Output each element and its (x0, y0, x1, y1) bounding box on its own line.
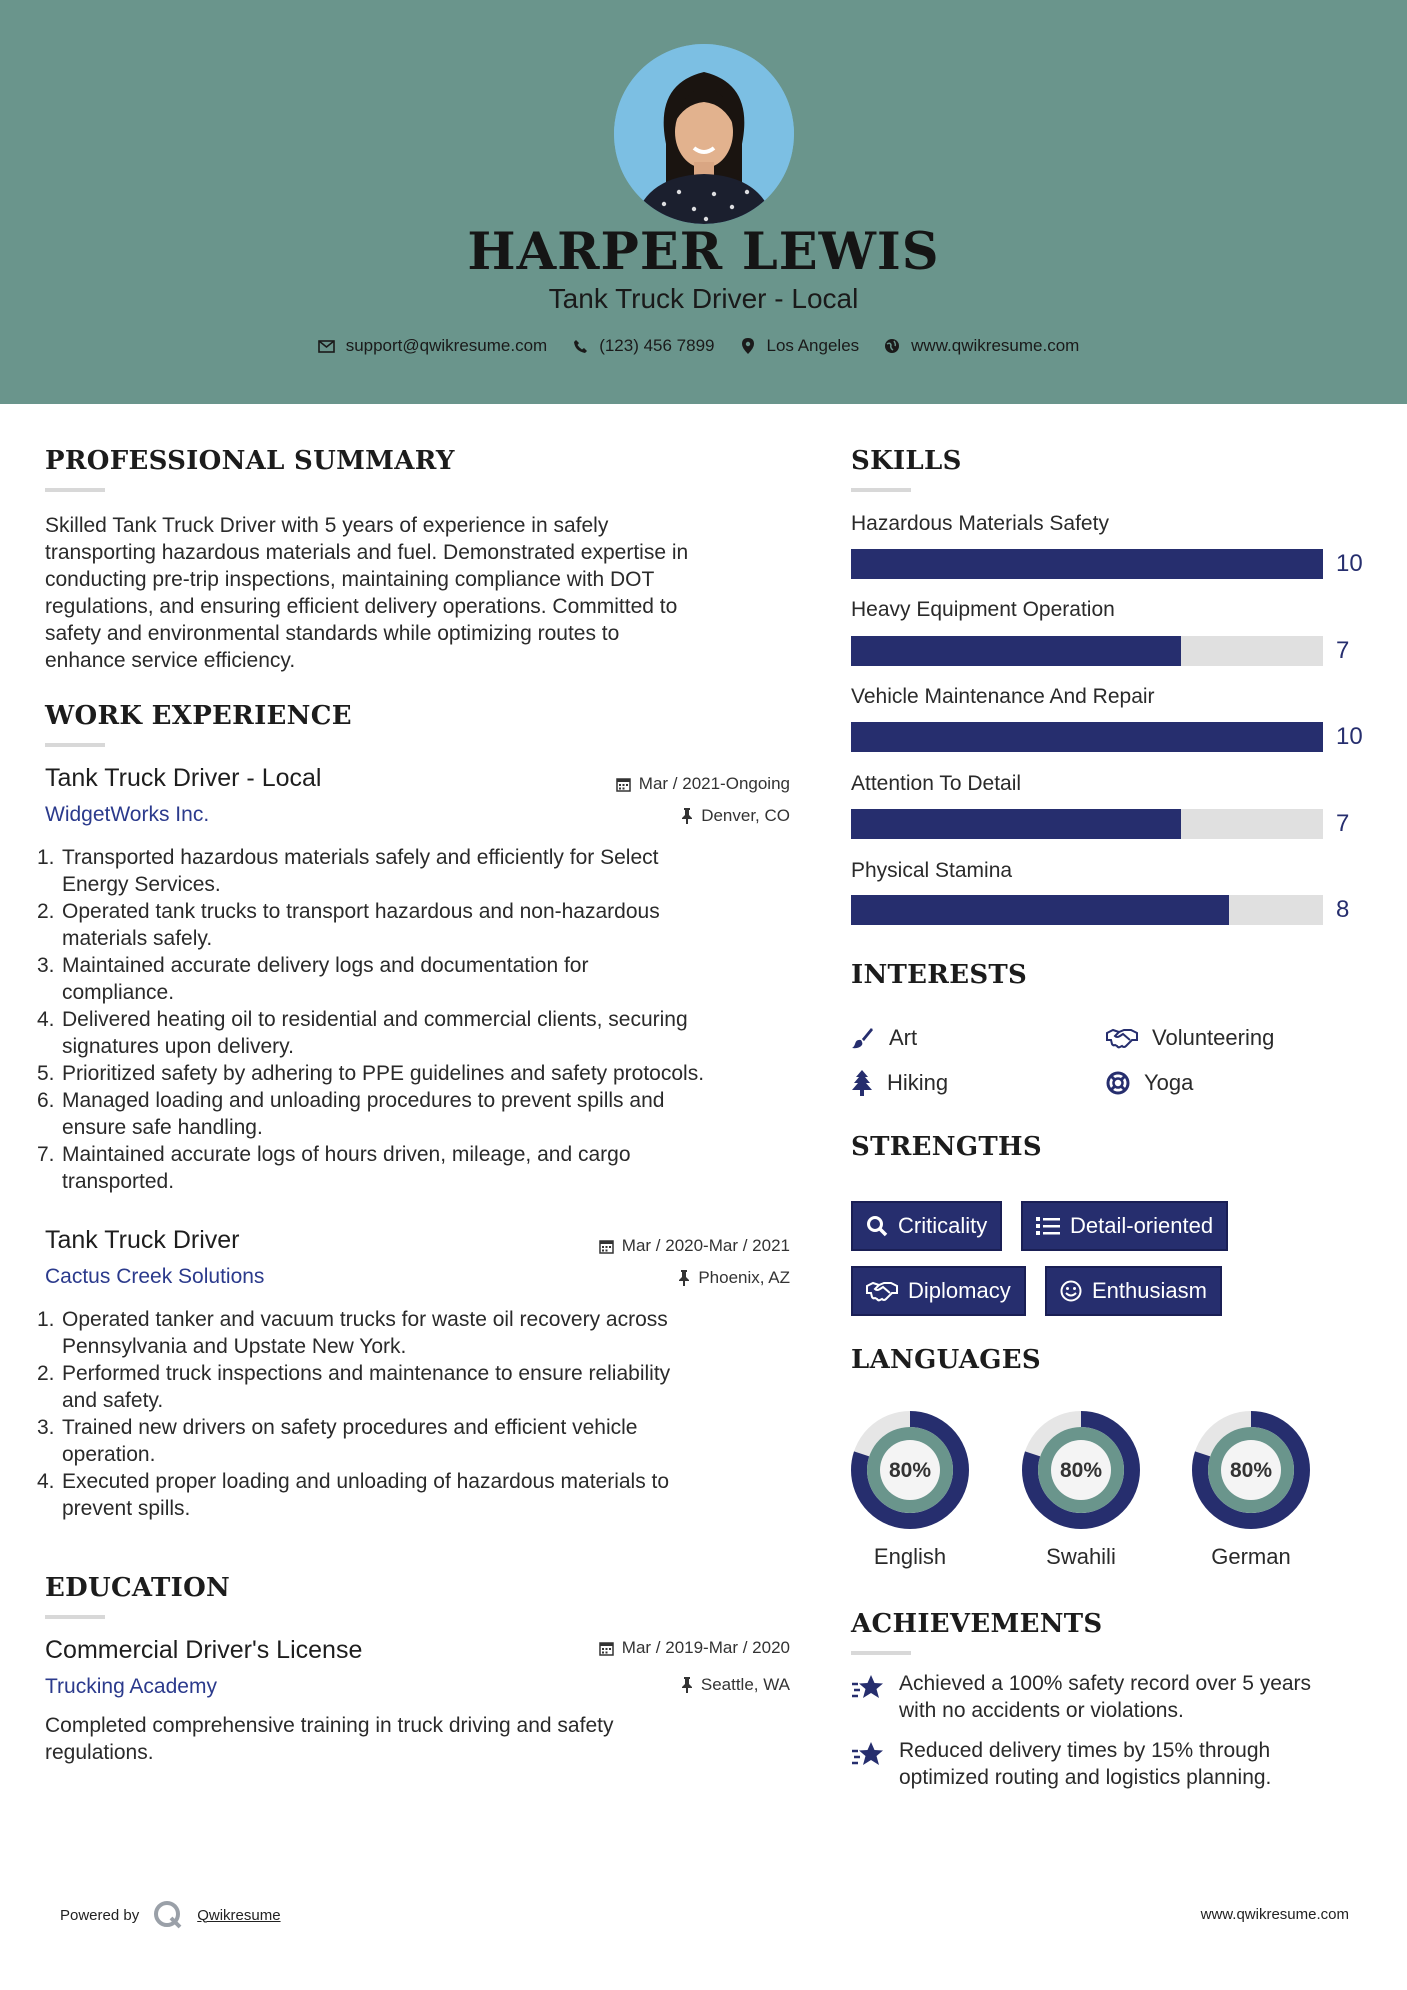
achievement-item (851, 1670, 1361, 1724)
calendar-icon (599, 1641, 614, 1656)
education-location-text: Seattle, WA (700, 1675, 790, 1694)
lifering-icon (1106, 1071, 1130, 1095)
search-icon (866, 1215, 888, 1237)
strengths-heading: STRENGTHS (851, 1132, 1042, 1162)
handshake-icon (866, 1280, 898, 1302)
interest-item (851, 1025, 917, 1051)
calendar-icon (616, 777, 631, 792)
powered-by-text: Powered by (60, 1906, 140, 1924)
footer-site[interactable]: www.qwikresume.com (1200, 1906, 1349, 1923)
interest-item (1106, 1025, 1274, 1051)
skill-value: 8 (1336, 896, 1350, 923)
email-text: support@qwikresume.com (345, 336, 548, 355)
profile-photo (614, 44, 794, 224)
language-percent: 80% (888, 1459, 932, 1482)
list-item: 4. Delivered heating oil to residential and commercial clients, securing signatures upon delivery. (37, 1008, 688, 1058)
skill-value: 7 (1336, 810, 1350, 837)
brand-link[interactable]: Qwikresume (197, 1906, 281, 1924)
skill-bar-fill (851, 722, 1323, 752)
skill-bar-fill (851, 895, 1229, 925)
skills-rule (851, 488, 911, 492)
list-item: 2. Operated tank trucks to transport hazardous and non-hazardous materials safely. (37, 900, 660, 950)
degree-title: Commercial Driver's License (45, 1636, 363, 1664)
achievements-heading: ACHIEVEMENTS (851, 1609, 1103, 1639)
pushpin-icon (681, 808, 693, 824)
location-text: Los Angeles (766, 336, 860, 355)
globe-icon (883, 337, 901, 355)
paintbrush-icon (851, 1026, 875, 1050)
job-location (681, 806, 790, 826)
candidate-role: Tank Truck Driver - Local (548, 283, 859, 314)
summary-line: regulations, and ensuring efficient delivery operations. Committed to (45, 595, 678, 618)
job-dates (616, 774, 790, 794)
interest-label: Hiking (887, 1070, 949, 1095)
strength-label: Diplomacy (908, 1278, 1011, 1303)
contact-website[interactable] (883, 336, 1079, 356)
school-name[interactable]: Trucking Academy (45, 1675, 217, 1698)
job-bullets (37, 1306, 807, 1522)
list-item: 6. Managed loading and unloading procedures to prevent spills and ensure safe handling. (37, 1089, 665, 1139)
skill-value: 10 (1336, 723, 1363, 750)
website-text: www.qwikresume.com (911, 336, 1080, 355)
strength-label: Enthusiasm (1092, 1278, 1207, 1303)
star-icon (851, 1670, 885, 1724)
job-dates-text: Mar / 2020-Mar / 2021 (621, 1236, 790, 1255)
skill-bar-track (851, 809, 1323, 839)
phone-icon (571, 337, 589, 355)
job-location (678, 1268, 790, 1288)
star-icon (851, 1737, 885, 1791)
interest-label: Yoga (1144, 1070, 1194, 1095)
list-item: 1. Transported hazardous materials safely and efficiently for Select Energy Services. (37, 846, 659, 896)
list-item: 3. Trained new drivers on safety procedures and efficient vehicle operation. (37, 1416, 638, 1466)
education-dates-text: Mar / 2019-Mar / 2020 (621, 1638, 790, 1657)
contact-bar (0, 336, 1407, 356)
language-percent: 80% (1059, 1459, 1103, 1482)
strength-tag (851, 1266, 1026, 1316)
interest-label: Volunteering (1152, 1025, 1275, 1050)
education-dates (599, 1638, 790, 1658)
languages-heading: LANGUAGES (851, 1345, 1041, 1375)
candidate-name: HARPER LEWIS (467, 222, 940, 282)
pushpin-icon (681, 1677, 693, 1693)
job-location-text: Phoenix, AZ (698, 1268, 790, 1287)
pushpin-icon (678, 1270, 690, 1286)
summary-text (45, 512, 805, 674)
summary-line: transporting hazardous materials and fuel. Demonstrated expertise in (45, 541, 689, 564)
handshake-icon (1106, 1027, 1138, 1049)
achievement-item (851, 1737, 1361, 1791)
skill-label: Attention To Detail (851, 772, 1022, 795)
skill-bar-track (851, 636, 1323, 666)
header-band (0, 0, 1407, 404)
education-line: regulations. (45, 1741, 154, 1764)
tree-icon (851, 1070, 873, 1096)
summary-heading: PROFESSIONAL SUMMARY (45, 446, 455, 476)
language-percent: 80% (1229, 1459, 1273, 1482)
interest-label: Art (889, 1025, 918, 1050)
summary-line: enhance service efficiency. (45, 649, 296, 672)
skill-label: Vehicle Maintenance And Repair (851, 685, 1155, 708)
skill-bar-track (851, 895, 1323, 925)
strength-tag (1021, 1201, 1228, 1251)
strength-label: Criticality (898, 1213, 988, 1238)
skill-bar-track (851, 722, 1323, 752)
contact-phone[interactable] (571, 336, 714, 356)
experience-rule (45, 743, 105, 747)
achievement-line: with no accidents or violations. (899, 1699, 1184, 1722)
strength-tag (1045, 1266, 1222, 1316)
smile-icon (1060, 1280, 1082, 1302)
job-title: Tank Truck Driver (45, 1226, 240, 1254)
language-label: Swahili (1046, 1544, 1116, 1569)
calendar-icon (599, 1239, 614, 1254)
education-line: Completed comprehensive training in truck driving and safety (45, 1714, 614, 1737)
achievements-rule (851, 1651, 911, 1655)
skills-heading: SKILLS (851, 446, 962, 476)
achievement-line: Reduced delivery times by 15% through (899, 1739, 1271, 1762)
experience-heading: WORK EXPERIENCE (45, 701, 352, 731)
company-name[interactable]: Cactus Creek Solutions (45, 1265, 265, 1288)
list-item: 4. Executed proper loading and unloading of hazardous materials to prevent spills. (37, 1470, 670, 1520)
strength-tag (851, 1201, 1002, 1251)
language-ring (1021, 1410, 1141, 1535)
skill-bar-fill (851, 809, 1181, 839)
list-item: 3. Maintained accurate delivery logs and documentation for compliance. (37, 954, 589, 1004)
summary-line: conducting pre-trip inspections, maintaining compliance with DOT (45, 568, 655, 591)
list-item: 5. Prioritized safety by adhering to PPE guidelines and safety protocols. (37, 1062, 705, 1085)
education-location (681, 1675, 790, 1695)
job-title: Tank Truck Driver - Local (45, 764, 322, 792)
strength-label: Detail-oriented (1070, 1213, 1214, 1238)
skill-bar-track (851, 549, 1323, 579)
language-ring (1191, 1410, 1311, 1535)
education-heading: EDUCATION (45, 1573, 231, 1603)
summary-rule (45, 488, 105, 492)
skill-label: Physical Stamina (851, 859, 1013, 882)
envelope-icon (318, 337, 336, 355)
language-ring (850, 1410, 970, 1535)
education-description (45, 1712, 805, 1766)
achievement-line: Achieved a 100% safety record over 5 years (899, 1672, 1312, 1695)
summary-line: safety and environmental standards while optimizing routes to (45, 622, 620, 645)
contact-email[interactable] (318, 336, 548, 356)
job-bullets (37, 844, 807, 1195)
skill-value: 10 (1336, 550, 1363, 577)
list-item: 7. Maintained accurate logs of hours driven, mileage, and cargo transported. (37, 1143, 631, 1193)
job-dates (599, 1236, 790, 1256)
language-label: German (1211, 1544, 1291, 1569)
list-item: 2. Performed truck inspections and maintenance to ensure reliability and safety. (37, 1362, 671, 1412)
list-icon (1036, 1216, 1060, 1236)
list-item: 1. Operated tanker and vacuum trucks for waste oil recovery across Pennsylvania and Upstate New York. (37, 1308, 668, 1358)
interest-item (1106, 1070, 1193, 1096)
language-label: English (873, 1544, 947, 1569)
interests-heading: INTERESTS (851, 960, 1028, 990)
skill-bar-fill (851, 549, 1323, 579)
qwikresume-logo-icon (153, 1900, 183, 1930)
skill-label: Heavy Equipment Operation (851, 598, 1115, 621)
interest-item (851, 1070, 948, 1096)
job-dates-text: Mar / 2021-Ongoing (638, 774, 790, 793)
contact-location (739, 336, 860, 356)
skill-value: 7 (1336, 637, 1350, 664)
skill-label: Hazardous Materials Safety (851, 512, 1109, 535)
job-location-text: Denver, CO (701, 806, 790, 825)
footer-brand (60, 1900, 281, 1930)
education-rule (45, 1615, 105, 1619)
company-name[interactable]: WidgetWorks Inc. (45, 803, 210, 826)
skill-bar-fill (851, 636, 1181, 666)
phone-text: (123) 456 7899 (599, 336, 715, 355)
map-pin-icon (739, 337, 757, 355)
summary-line: Skilled Tank Truck Driver with 5 years of experience in safely (45, 514, 609, 537)
achievement-line: optimized routing and logistics planning. (899, 1766, 1272, 1789)
